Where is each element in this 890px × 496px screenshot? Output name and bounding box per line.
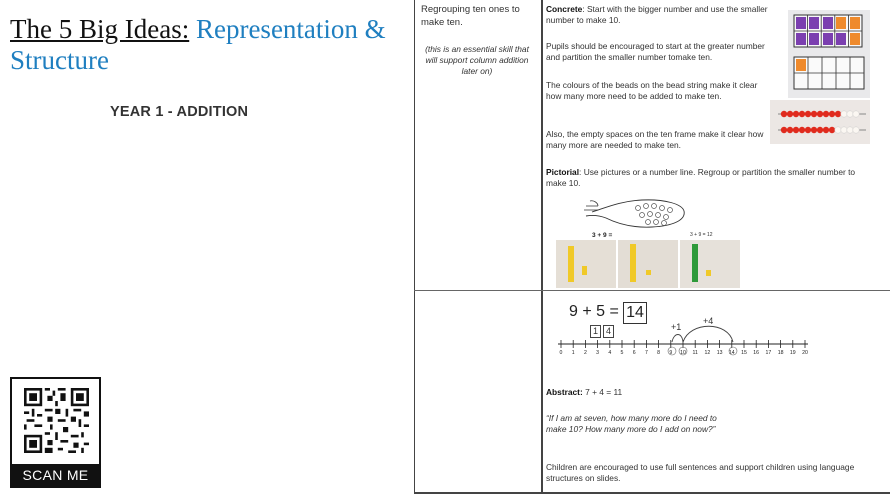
title-part1: The 5 Big Ideas: [10,14,190,44]
number-line-label: 12 [704,350,711,356]
concrete-text: : Start with the bigger number and use the smaller number to make 10. [546,4,768,25]
number-line-label: 7 [644,350,648,356]
number-line-label: 18 [777,350,784,356]
row-divider [414,290,890,291]
qr-code-icon [24,388,89,453]
number-line-label: 11 [692,350,698,356]
bead-string-photo [770,100,870,144]
abstract-quote: “If I am at seven, how many more do I need to make 10? How many more do I add on now?” [546,413,717,434]
number-line-label: 2 [583,350,587,356]
rods-and-cubes-photos [556,240,740,288]
page-title [10,14,400,76]
number-line [556,325,812,359]
number-line-label: 0 [559,350,563,356]
left-cell-note: (this is an essential skill that will support column addition later on) [425,44,529,76]
concrete-p3: The colours of the beads on the bead string make it clear how many more need to be added to make ten. [546,80,758,101]
number-line-label: 3 [596,350,600,356]
concrete-paragraph [546,4,771,26]
pictorial-paragraph [546,167,876,189]
number-line-label: 15 [741,350,747,356]
qr-code[interactable] [10,377,101,488]
number-line-label: 5 [620,350,624,356]
number-line-label: 10 [680,350,686,356]
number-line-label: 4 [608,350,612,356]
number-line-label: 16 [753,350,760,356]
jump-arc-2 [683,326,733,342]
number-line-label: 1 [571,350,575,356]
abstract-paragraph [546,387,876,398]
number-line-label: 19 [789,350,796,356]
number-line-label: 20 [802,350,808,356]
partition-box-b: 4 [603,325,614,338]
jump-label-1: +1 [671,322,682,332]
numberline-answer-box: 14 [623,302,647,324]
title-part2: Representation & Structure [10,14,386,75]
number-line-label: 9 [669,350,673,356]
year-heading: YEAR 1 - ADDITION [110,104,249,120]
jump-arc-1 [672,335,683,343]
column-divider [541,0,543,493]
number-line-label: 13 [716,350,723,356]
jump-label-2: +4 [703,316,714,326]
ten-frame-photo [788,10,870,98]
concrete-p4: Also, the empty spaces on the ten frame make it clear how many more are needed to make ten. [546,129,764,150]
partition-box-a: 1 [590,325,601,338]
number-line-label: 14 [728,350,735,356]
number-line-label: 8 [657,350,661,356]
abstract-text: 7 + 4 = 11 [582,387,623,397]
concrete-label: Concrete [546,4,583,14]
hand-equation: 3 + 9 = [592,232,613,238]
pictorial-label: Pictorial [546,167,580,177]
numberline-equation: 9 + 5 = [569,303,619,320]
qr-label: SCAN ME [12,464,99,486]
hand-counting-sketch [580,198,690,238]
number-line-label: 17 [765,350,772,356]
abstract-label: Abstract: [546,387,583,397]
abstract-closing: Children are encouraged to use full sentences and support children using language structures on slides. [546,462,855,483]
concrete-p2: Pupils should be encouraged to start at the greater number and partition the smaller number tomake ten. [546,41,765,62]
small-equation: 3 + 9 = 12 [690,232,713,238]
table-bottom-border [414,492,890,494]
number-line-label: 6 [632,350,636,356]
pictorial-text: : Use pictures or a number line. Regroup or partition the smaller number to make 10. [546,167,856,188]
left-cell-title: Regrouping ten ones to make ten. [421,4,520,28]
